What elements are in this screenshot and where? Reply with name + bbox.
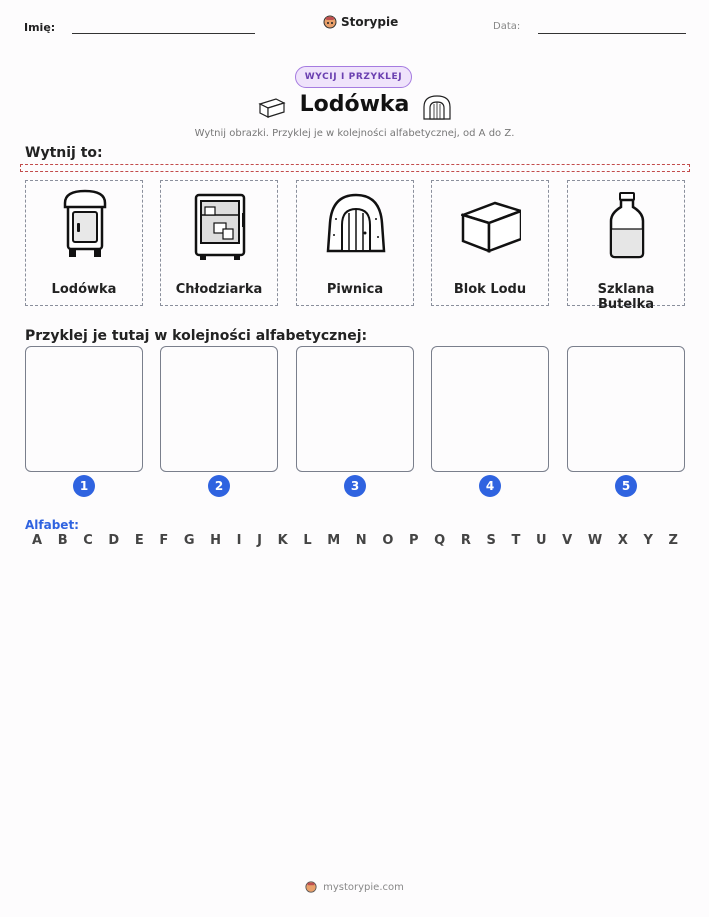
slot-number-2: 2: [208, 475, 230, 497]
date-line[interactable]: [538, 33, 686, 34]
card-label: Lodówka: [51, 282, 117, 297]
alphabet-row: [32, 533, 678, 548]
brand-name: Storypie: [341, 15, 399, 29]
paste-heading: Przyklej je tutaj w kolejności alfabetycznej:: [25, 328, 368, 344]
instructions: Wytnij obrazki. Przyklej je w kolejności alfabetycznej, od A do Z.: [194, 128, 515, 139]
activity-badge: WYCIJ I PRZYKLEJ: [295, 66, 412, 88]
cellar-door-icon: [326, 189, 386, 261]
alphabet-letter: U: [535, 533, 547, 548]
name-label: Imię:: [24, 21, 56, 34]
card-label: Szklana Butelka: [597, 282, 655, 312]
alphabet-letter: N: [355, 533, 367, 548]
paste-slot-5[interactable]: [567, 346, 685, 472]
alphabet-letter: F: [159, 533, 169, 548]
card-label: Chłodziarka: [175, 282, 263, 297]
alphabet-letter: Q: [434, 533, 446, 548]
cut-line: [20, 164, 690, 172]
alphabet-letter: H: [210, 533, 222, 548]
slot-number-1: 1: [73, 475, 95, 497]
card-label: Blok Lodu: [453, 282, 527, 297]
alphabet-letter: V: [562, 533, 573, 548]
storypie-mascot-icon: [323, 14, 337, 30]
cut-heading: Wytnij to:: [25, 145, 103, 161]
alphabet-letter: S: [486, 533, 496, 548]
paste-slot-2[interactable]: [160, 346, 278, 472]
slot-number-3: 3: [344, 475, 366, 497]
cut-card-szklana-butelka[interactable]: [567, 180, 685, 312]
brand-logo: [323, 14, 398, 30]
footer-url[interactable]: mystorypie.com: [323, 881, 404, 893]
icebox-icon: [55, 189, 115, 261]
alphabet-letter: P: [409, 533, 419, 548]
alphabet-letter: D: [108, 533, 120, 548]
alphabet-letter: T: [511, 533, 521, 548]
card-label: Piwnica: [326, 282, 384, 297]
cut-card-blok-lodu[interactable]: [431, 180, 549, 306]
alphabet-letter: W: [587, 533, 603, 548]
alphabet-letter: A: [32, 533, 43, 548]
alphabet-letter: L: [303, 533, 312, 548]
fridge-icon: [190, 189, 250, 261]
cut-card-chlodziarka[interactable]: [160, 180, 278, 306]
alphabet-letter: E: [134, 533, 144, 548]
paste-slot-3[interactable]: [296, 346, 414, 472]
paste-slot-4[interactable]: [431, 346, 549, 472]
storypie-mascot-icon: [305, 880, 317, 894]
alphabet-letter: O: [382, 533, 394, 548]
paste-slot-1[interactable]: [25, 346, 143, 472]
alphabet-letter: R: [460, 533, 471, 548]
cut-card-piwnica[interactable]: [296, 180, 414, 306]
page-title: Lodówka: [299, 92, 410, 117]
cellar-door-icon: [421, 93, 453, 121]
alphabet-heading: Alfabet:: [25, 518, 79, 532]
alphabet-letter: B: [57, 533, 68, 548]
alphabet-letter: K: [277, 533, 288, 548]
alphabet-letter: J: [257, 533, 262, 548]
alphabet-letter: G: [183, 533, 195, 548]
footer: [0, 880, 709, 894]
glass-bottle-icon: [597, 189, 657, 261]
name-line[interactable]: [72, 33, 255, 34]
cut-card-lodowka[interactable]: [25, 180, 143, 306]
alphabet-letter: I: [236, 533, 242, 548]
alphabet-letter: C: [83, 533, 93, 548]
ice-block-icon: [461, 189, 521, 261]
alphabet-letter: Z: [668, 533, 678, 548]
slot-number-4: 4: [479, 475, 501, 497]
slot-number-5: 5: [615, 475, 637, 497]
alphabet-letter: M: [327, 533, 341, 548]
date-label: Data:: [493, 21, 521, 32]
alphabet-letter: X: [617, 533, 628, 548]
alphabet-letter: Y: [643, 533, 653, 548]
